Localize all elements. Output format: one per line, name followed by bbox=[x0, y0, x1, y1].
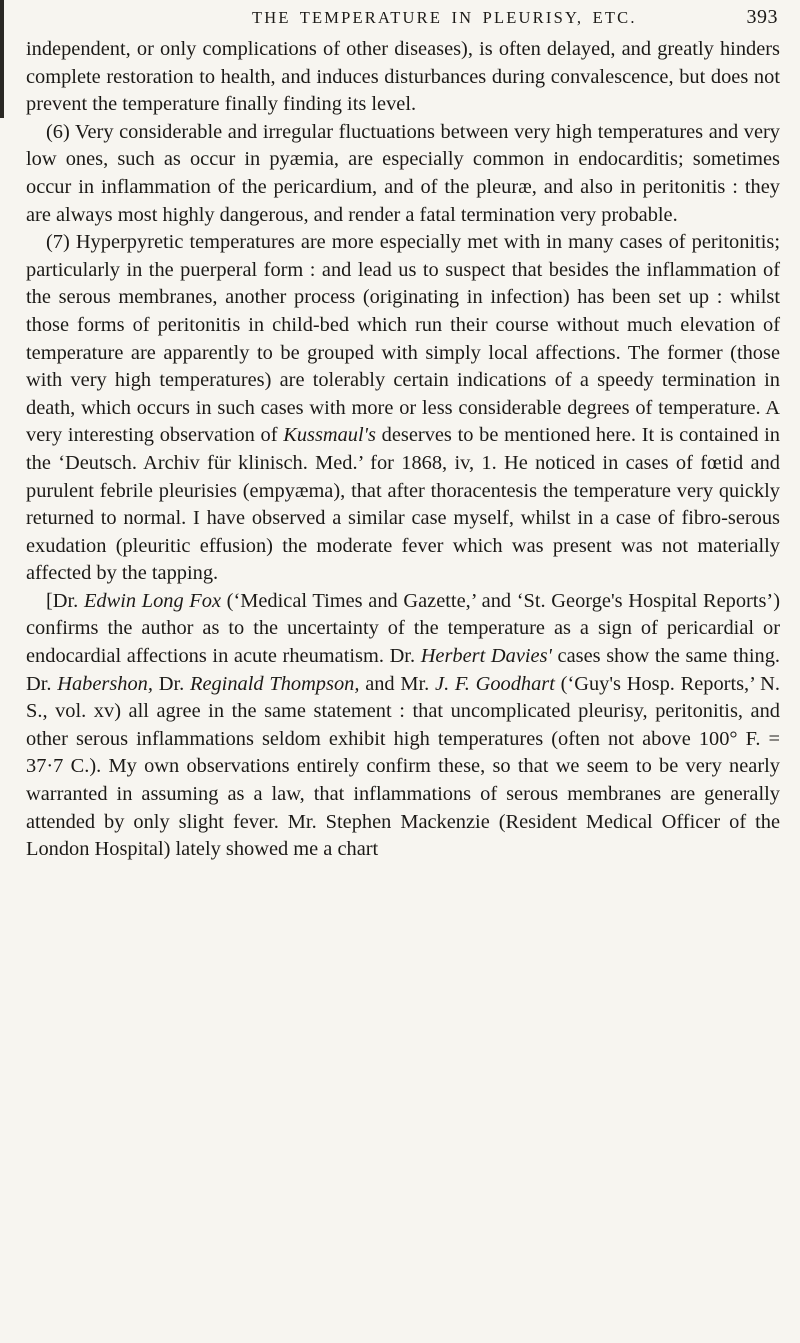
author-name-italic: Kussmaul's bbox=[283, 424, 376, 447]
body-text bbox=[26, 36, 780, 864]
page-number: 393 bbox=[746, 6, 778, 28]
author-name-italic: Habershon, bbox=[57, 672, 153, 695]
paragraph-continuation bbox=[26, 36, 780, 119]
text-run: (7) Hyperpyretic temperatures are more especially met with in many cases of peritonitis; particularly in the puerperal form : and lead us to suspect that besides the inflammation of the serous membranes, another process (originating in infection) has been set up : whilst those forms of peritonitis in child-bed which run their course without much elevation of temperature are apparently to be grouped with simply local affections. The former (those with very high temperatures) are tolerably certain indications of a speedy termination in death, which occurs in such cases with more or less considerable degrees of temperature. A very interesting observation of bbox=[26, 231, 780, 447]
text-run: deserves to be mentioned here. It is contained in the ‘Deutsch. Archiv für klinisch. Med.’ for 1868, iv, 1. He noticed in cases of fœtid and purulent febrile pleurisies (empyæma), that after thoracentesis the temperature very quickly returned to normal. I have observed a similar case myself, whilst in a case of fibro-serous exudation (pleuritic effusion) the moderate fever which was present was not materially affected by the tapping. bbox=[26, 424, 780, 585]
author-name-italic: J. F. Goodhart bbox=[435, 672, 555, 695]
author-name-italic: Herbert Davies' bbox=[420, 645, 552, 668]
text-run: independent, or only complications of other diseases), is often delayed, and greatly hinders complete restoration to health, and induces disturbances during convalescence, but does not prevent the temperature finally finding its level. bbox=[26, 38, 780, 116]
running-head bbox=[26, 6, 778, 36]
author-name-italic: Edwin Long Fox bbox=[83, 589, 222, 612]
text-run: (‘Guy's Hosp. Reports,’ N. S., vol. xv) all agree in the same statement : that uncomplicated pleurisy, peritonitis, and other serous inflammations seldom exhibit high temperatures (often not above 100° F. = 37·7 C.). My own observations entirely confirm these, so that we seem to be very nearly warranted in assuming as a law, that inflammations of serous membranes are generally attended by only slight fever. Mr. Stephen Mackenzie (Resident Medical Officer of the London Hospital) lately showed me a chart bbox=[26, 672, 780, 861]
paragraph-item-7 bbox=[26, 229, 780, 588]
running-title: THE TEMPERATURE IN PLEURISY, ETC. bbox=[252, 8, 637, 27]
text-run: and Mr. bbox=[359, 672, 436, 695]
paragraph-editor-note bbox=[26, 588, 780, 864]
text-run: cases show the same thing. Dr. bbox=[26, 645, 780, 695]
text-run: (‘Medical Times and Gazette,’ and ‘St. George's Hospital Reports’) confirms the author as to the uncertainty of the temperature as a sign of pericardial or endocardial affections in acute rheumatism. Dr. bbox=[26, 589, 780, 668]
paragraph-item-6 bbox=[26, 119, 780, 229]
text-run: (6) Very considerable and irregular fluctuations between very high temperatures and very low ones, such as occur in pyæmia, are especially common in endocarditis; sometimes occur in inflammation of the pericardium, and of the pleuræ, and also in peritonitis : they are always most highly dangerous, and render a fatal termination very probable. bbox=[26, 120, 780, 226]
author-name-italic: Reginald Thompson, bbox=[189, 672, 360, 695]
page-edge-mark bbox=[0, 0, 4, 118]
text-run: [Dr. bbox=[46, 589, 84, 612]
text-run: Dr. bbox=[152, 672, 190, 695]
